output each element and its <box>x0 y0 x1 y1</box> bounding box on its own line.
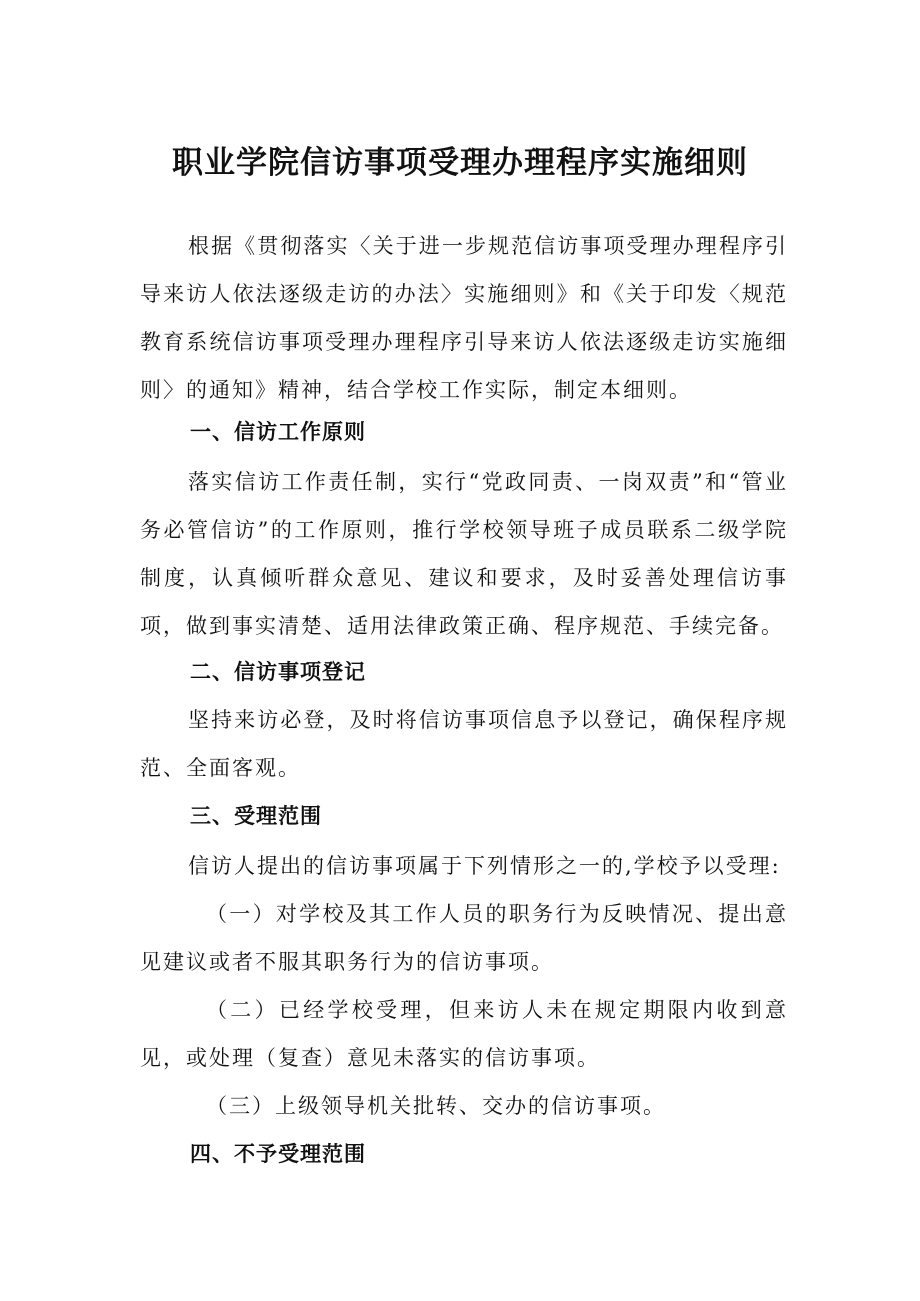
document-title: 职业学院信访事项受理办理程序实施细则 <box>172 145 748 181</box>
section-2-paragraph: 坚持来访必登，及时将信访事项信息予以登记，确保程序规范、全面客观。 <box>140 708 788 780</box>
section-3-item-2: （二）已经学校受理，但来访人未在规定期限内收到意见，或处理（复查）意见未落实的信访事项。 <box>140 998 788 1070</box>
section-3-item-3: （三）上级领导机关批转、交办的信访事项。 <box>206 1094 666 1118</box>
section-heading-2: 二、信访事项登记 <box>190 660 366 684</box>
section-heading-4: 四、不予受理范围 <box>190 1142 366 1166</box>
intro-paragraph: 根据《贯彻落实〈关于进一步规范信访事项受理办理程序引导来访人依法逐级走访的办法〉实施细则》和《关于印发〈规范教育系统信访事项受理办理程序引导来访人依法逐级走访实施细则〉的通知》精神，结合学校工作实际，制定本细则。 <box>140 234 788 402</box>
section-heading-3: 三、受理范围 <box>190 804 322 828</box>
section-3-item-1: （一）对学校及其工作人员的职务行为反映情况、提出意见建议或者不服其职务行为的信访事项。 <box>140 902 788 974</box>
section-3-paragraph: 信访人提出的信访事项属于下列情形之一的,学校予以受理: <box>188 854 781 878</box>
section-1-paragraph: 落实信访工作责任制，实行“党政同责、一岗双责”和“管业务必管信访”的工作原则，推行学校领导班子成员联系二级学院制度，认真倾听群众意见、建议和要求，及时妥善处理信访事项，做到事实清楚、适用法律政策正确、程序规范、手续完备。 <box>140 470 788 638</box>
section-heading-1: 一、信访工作原则 <box>190 420 366 444</box>
